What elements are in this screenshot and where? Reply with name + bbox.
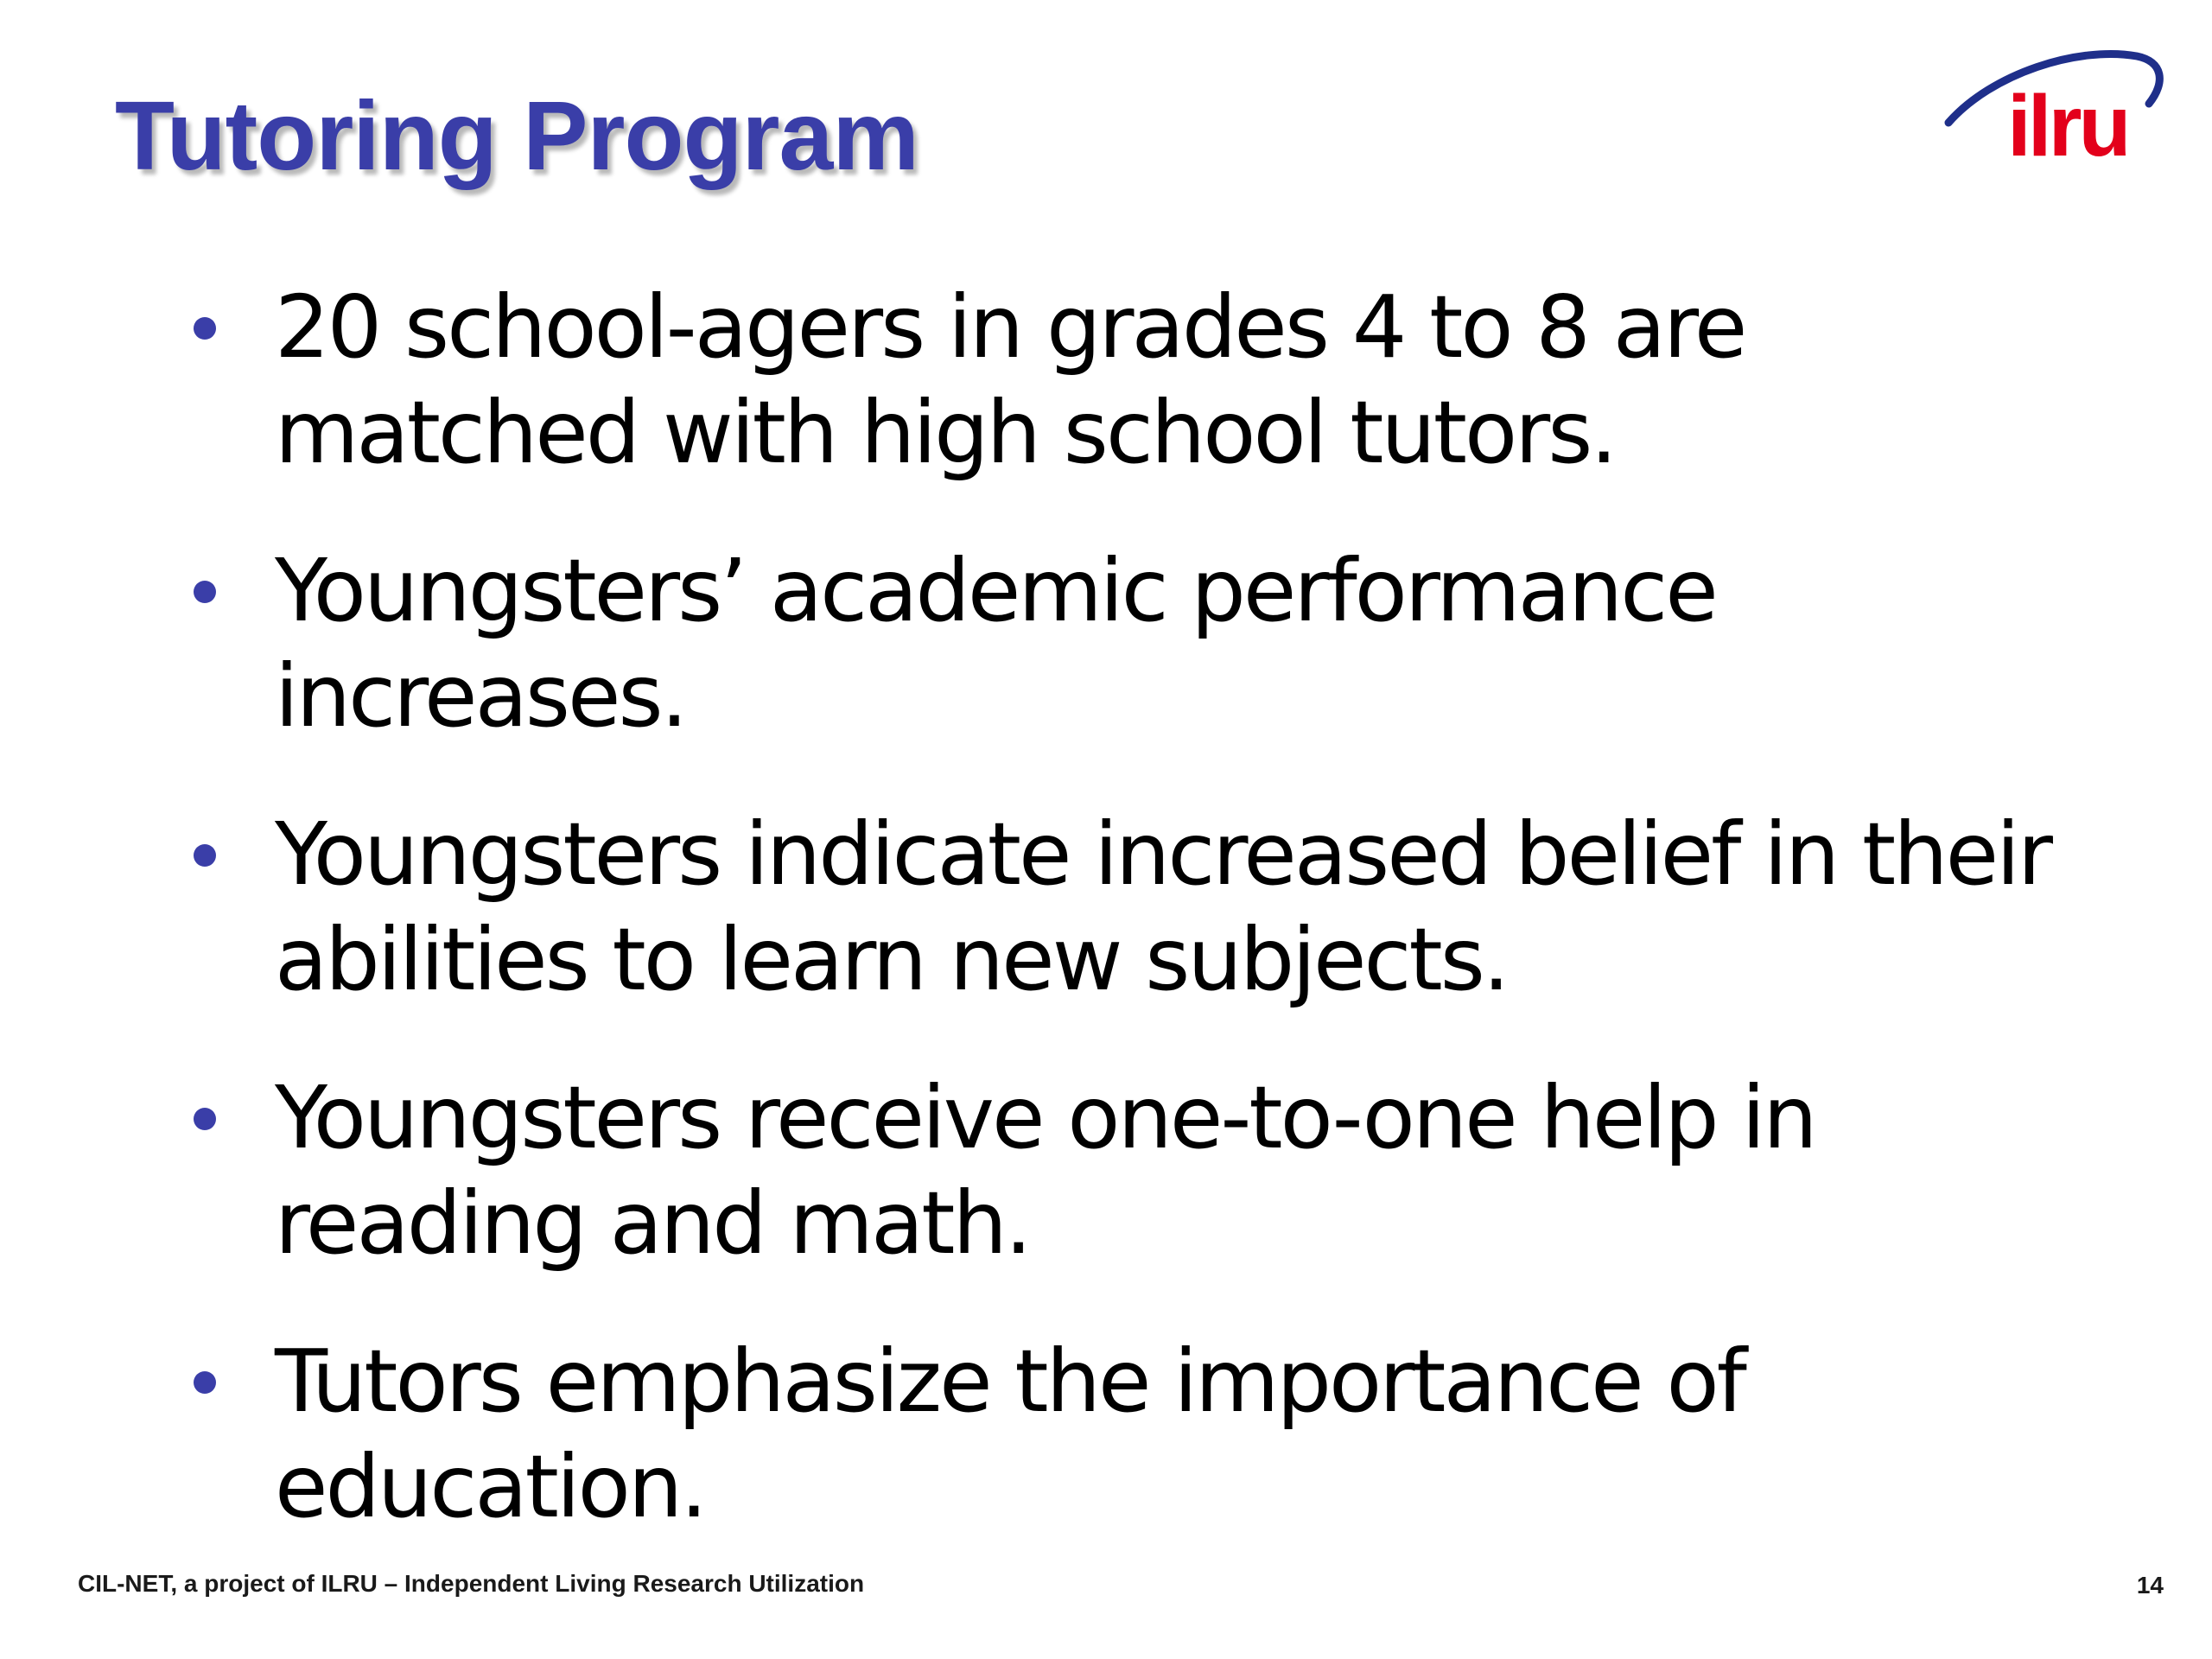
bullet-text: Youngsters indicate increased belief in their abilities to learn new subjects. (275, 804, 2051, 1010)
bullet-icon (194, 1371, 216, 1394)
footer-text: CIL-NET, a project of ILRU – Independent Living Research Utilization (78, 1570, 865, 1597)
bullet-icon (194, 1108, 216, 1130)
logo-text: ilru (2007, 78, 2128, 175)
bullet-item (186, 802, 2121, 1013)
bullet-item (186, 1329, 2121, 1540)
slide-title: Tutoring Program (115, 81, 918, 190)
bullet-icon (194, 317, 216, 340)
ilru-logo (1931, 39, 2164, 175)
bullet-icon (194, 581, 216, 603)
bullet-icon (194, 844, 216, 867)
bullet-list (186, 275, 2121, 1592)
bullet-text: Youngsters receive one-to-one help in reading and math. (275, 1067, 1815, 1274)
bullet-text: 20 school-agers in grades 4 to 8 are matched with high school tutors. (275, 276, 1745, 483)
bullet-text: Tutors emphasize the importance of education. (275, 1331, 1745, 1537)
bullet-item (186, 275, 2121, 486)
bullet-text: Youngsters’ academic performance increases. (275, 540, 1716, 747)
bullet-item (186, 1065, 2121, 1276)
page-number: 14 (2136, 1572, 2164, 1599)
bullet-item (186, 538, 2121, 749)
